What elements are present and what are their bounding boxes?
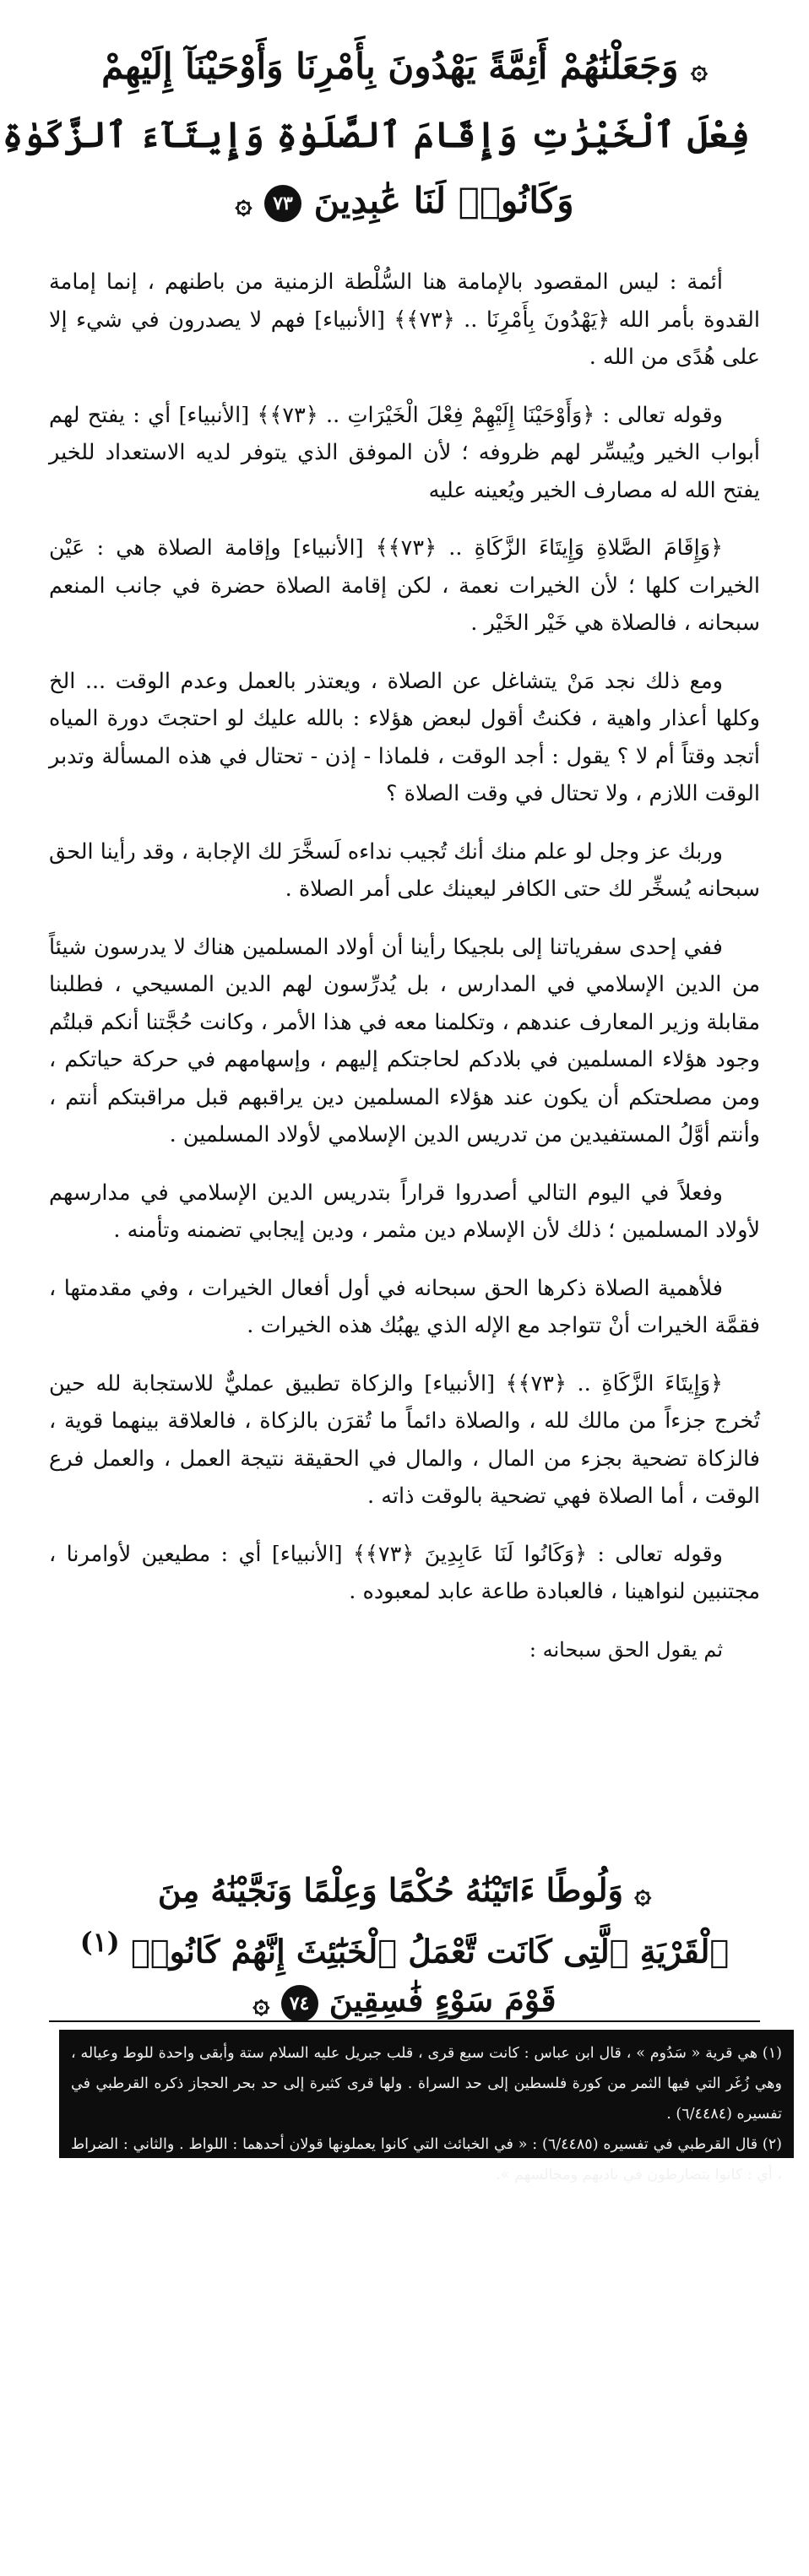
- ornament-icon: ۞: [252, 1986, 270, 2020]
- paragraph: ومع ذلك نجد مَنْ يتشاغل عن الصلاة ، ويعتذر بالعمل وعدم الوقت ... الخ وكلها أعذار واهية ، فكنتُ أقول لبعض هؤلاء : بالله عليك لو احتجتَ دورة المياه أتجد وقتاً أم لا ؟ يقول : أجد الوقت ، فلماذا - إذن - تحتال في هذه المسألة وتدبر الوقت اللازم ، ولا تحتال في وقت الصلاة ؟: [49, 668, 760, 806]
- footnote: (٢) قال القرطبي في تفسيره (٦/٤٤٨٥) : « في الخبائث التي كانوا يعملونها قولان أحدهما : اللواط . والثاني : الضراط ، أي : كانوا يتضارطون في ناديهم ومجالسهم ».: [71, 2136, 782, 2183]
- ornament-icon: ۞: [235, 187, 252, 220]
- verse-line-1: وَجَعَلْنَٰهُمْ أَئِمَّةً يَهْدُونَ بِأَمْرِنَا وَأَوْحَيْنَآ إِلَيْهِمْ: [101, 46, 679, 87]
- paragraph: وقوله تعالى : ﴿وَكَانُوا لَنَا عَابِدِينَ ﴿٧٣﴾﴾ [الأنبياء] أي : مطيعين لأوامرنا ، مجتنبين لنواهينا ، فالعبادة طاعة عابد لمعبوده .: [49, 1541, 760, 1604]
- footnote: (١) هي قرية « سَدُوم » ، قال ابن عباس : كانت سبع قرى ، قلب جبريل عليه السلام ستة وأبقى واحدة للوط وعياله ، وهي زُغَر التي فيها الثمر من كورة فلسطين إلى حد السراة . ولها قرى كثيرة إلى حد بحر الحجاز ذكره القرطبي في تفسيره (٦/٤٤٨٤) .: [71, 2045, 782, 2123]
- footnote-divider: [49, 2020, 760, 2022]
- footnote-marker: (١): [79, 1926, 120, 1958]
- paragraph: أئمة : ليس المقصود بالإمامة هنا السُّلْطة الزمنية من باطنهم ، إنما إمامة القدوة بأمر الله ﴿يَهْدُونَ بِأَمْرِنَا .. ﴿٧٣﴾﴾ [الأنبياء] فهم لا يصدرون في شيء إلا على هُدًى من الله .: [49, 269, 760, 370]
- ayah-number: ٧٣: [264, 185, 301, 222]
- footnotes: [59, 2030, 794, 2183]
- ornament-icon: ۞: [634, 1876, 652, 1911]
- quran-verse-bottom: [59, 1866, 750, 2018]
- ornament-icon: ۞: [691, 52, 708, 86]
- verse-line-2: فِعْلَ ٱلْخَيْرَٰتِ وَإِقَامَ ٱلصَّلَوٰةِ وَإِيتَآءَ ٱلزَّكَوٰةِ: [2, 114, 750, 155]
- verse-line-3: وَكَانُوا۟ لَنَا عَٰبِدِينَ: [313, 180, 574, 221]
- ayah-number: ٧٤: [281, 1985, 318, 2022]
- commentary-body: [49, 263, 760, 1689]
- verse-line-3: قَوْمَ سَوْءٍ فَٰسِقِينَ: [328, 1981, 557, 2020]
- paragraph: ﴿وَإِيتَاءَ الزَّكَاةِ .. ﴿٧٣﴾﴾ [الأنبياء] والزكاة تطبيق عمليٌّ للاستجابة لله حين تُخرج جزءاً من مالك لله ، والصلاة دائماً ما تُقرَن بالزكاة ، فالعلاقة بينهما قوية ، فالزكاة تضحية بجزء من المال ، والمال في الحقيقة نتيجة العمل ، والعمل فرع الوقت ، أما الصلاة فهي تضحية بالوقت ذاته .: [49, 1370, 760, 1509]
- paragraph: وقوله تعالى : ﴿وَأَوْحَيْنَا إِلَيْهِمْ فِعْلَ الْخَيْرَاتِ .. ﴿٧٣﴾﴾ [الأنبياء] أي : يفتح لهم أبواب الخير ويُيسِّر لهم ظروفه ؛ لأن الموفق الذي يتوفر لديه الاستعداد للخير يفتح الله له مصارف الخير ويُعينه عليه: [49, 402, 760, 503]
- verse-line-2: ٱلْقَرْيَةِ ٱلَّتِى كَانَت تَّعْمَلُ ٱلْخَبَٰٓئِثَ إِنَّهُمْ كَانُوا۟: [131, 1932, 730, 1971]
- verse-line-1: وَلُوطًا ءَاتَيْنَٰهُ حُكْمًا وَعِلْمًا وَنَجَّيْنَٰهُ مِنَ: [157, 1871, 623, 1909]
- quran-verse-top: [2, 34, 750, 245]
- paragraph: ففي إحدى سفرياتنا إلى بلجيكا رأينا أن أولاد المسلمين هناك لا يدرسون شيئاً من الدين الإسلامي في المدارس ، بل يُدرِّسون لهم الدين المسيحي ، فطلبنا مقابلة وزير المعارف عندهم ، وتكلمنا معه في هذا الأمر ، وكانت حُجَّتنا أنكم قبلتُم وجود هؤلاء المسلمين في بلادكم لحاجتكم إليهم ، وإسهامهم في حركة حياتكم ، ومن مصلحتكم أن يكون عند هؤلاء المسلمين دين يراقبهم قبل مراقبتكم أنتم ، وأنتم أوَّلُ المستفيدين من تدريس الدين الإسلامي لأولاد المسلمين .: [49, 934, 760, 1147]
- paragraph: وفعلاً في اليوم التالي أصدروا قراراً بتدريس الدين الإسلامي في مدارسهم لأولاد المسلمين ؛ ذلك لأن الإسلام دين مثمر ، ودين إيجابي تضمنه وتأمنه .: [49, 1180, 760, 1243]
- paragraph: فلأهمية الصلاة ذكرها الحق سبحانه في أول أفعال الخيرات ، وفي مقدمتها ، فقمَّة الخيرات أنْ تتواجد مع الإله الذي يهبُك هذه الخيرات .: [49, 1275, 760, 1338]
- paragraph: ﴿وَإِقَامَ الصَّلاةِ وَإِيتَاءَ الزَّكَاةِ .. ﴿٧٣﴾﴾ [الأنبياء] وإقامة الصلاة هي : عَيْن الخيرات كلها ؛ لأن الخيرات نعمة ، لكن إقامة الصلاة حضرة في جانب المنعم سبحانه ، فالصلاة هي خَيْر الخَيْر .: [49, 535, 760, 636]
- verse-intro: ثم يقول الحق سبحانه :: [529, 1637, 723, 1662]
- paragraph: وربك عز وجل لو علم منك أنك تُجيب نداءه لَسخَّرَ لك الإجابة ، وقد رأينا الحق سبحانه يُسخِّر لك حتى الكافر ليعينك على أمر الصلاة .: [49, 838, 760, 902]
